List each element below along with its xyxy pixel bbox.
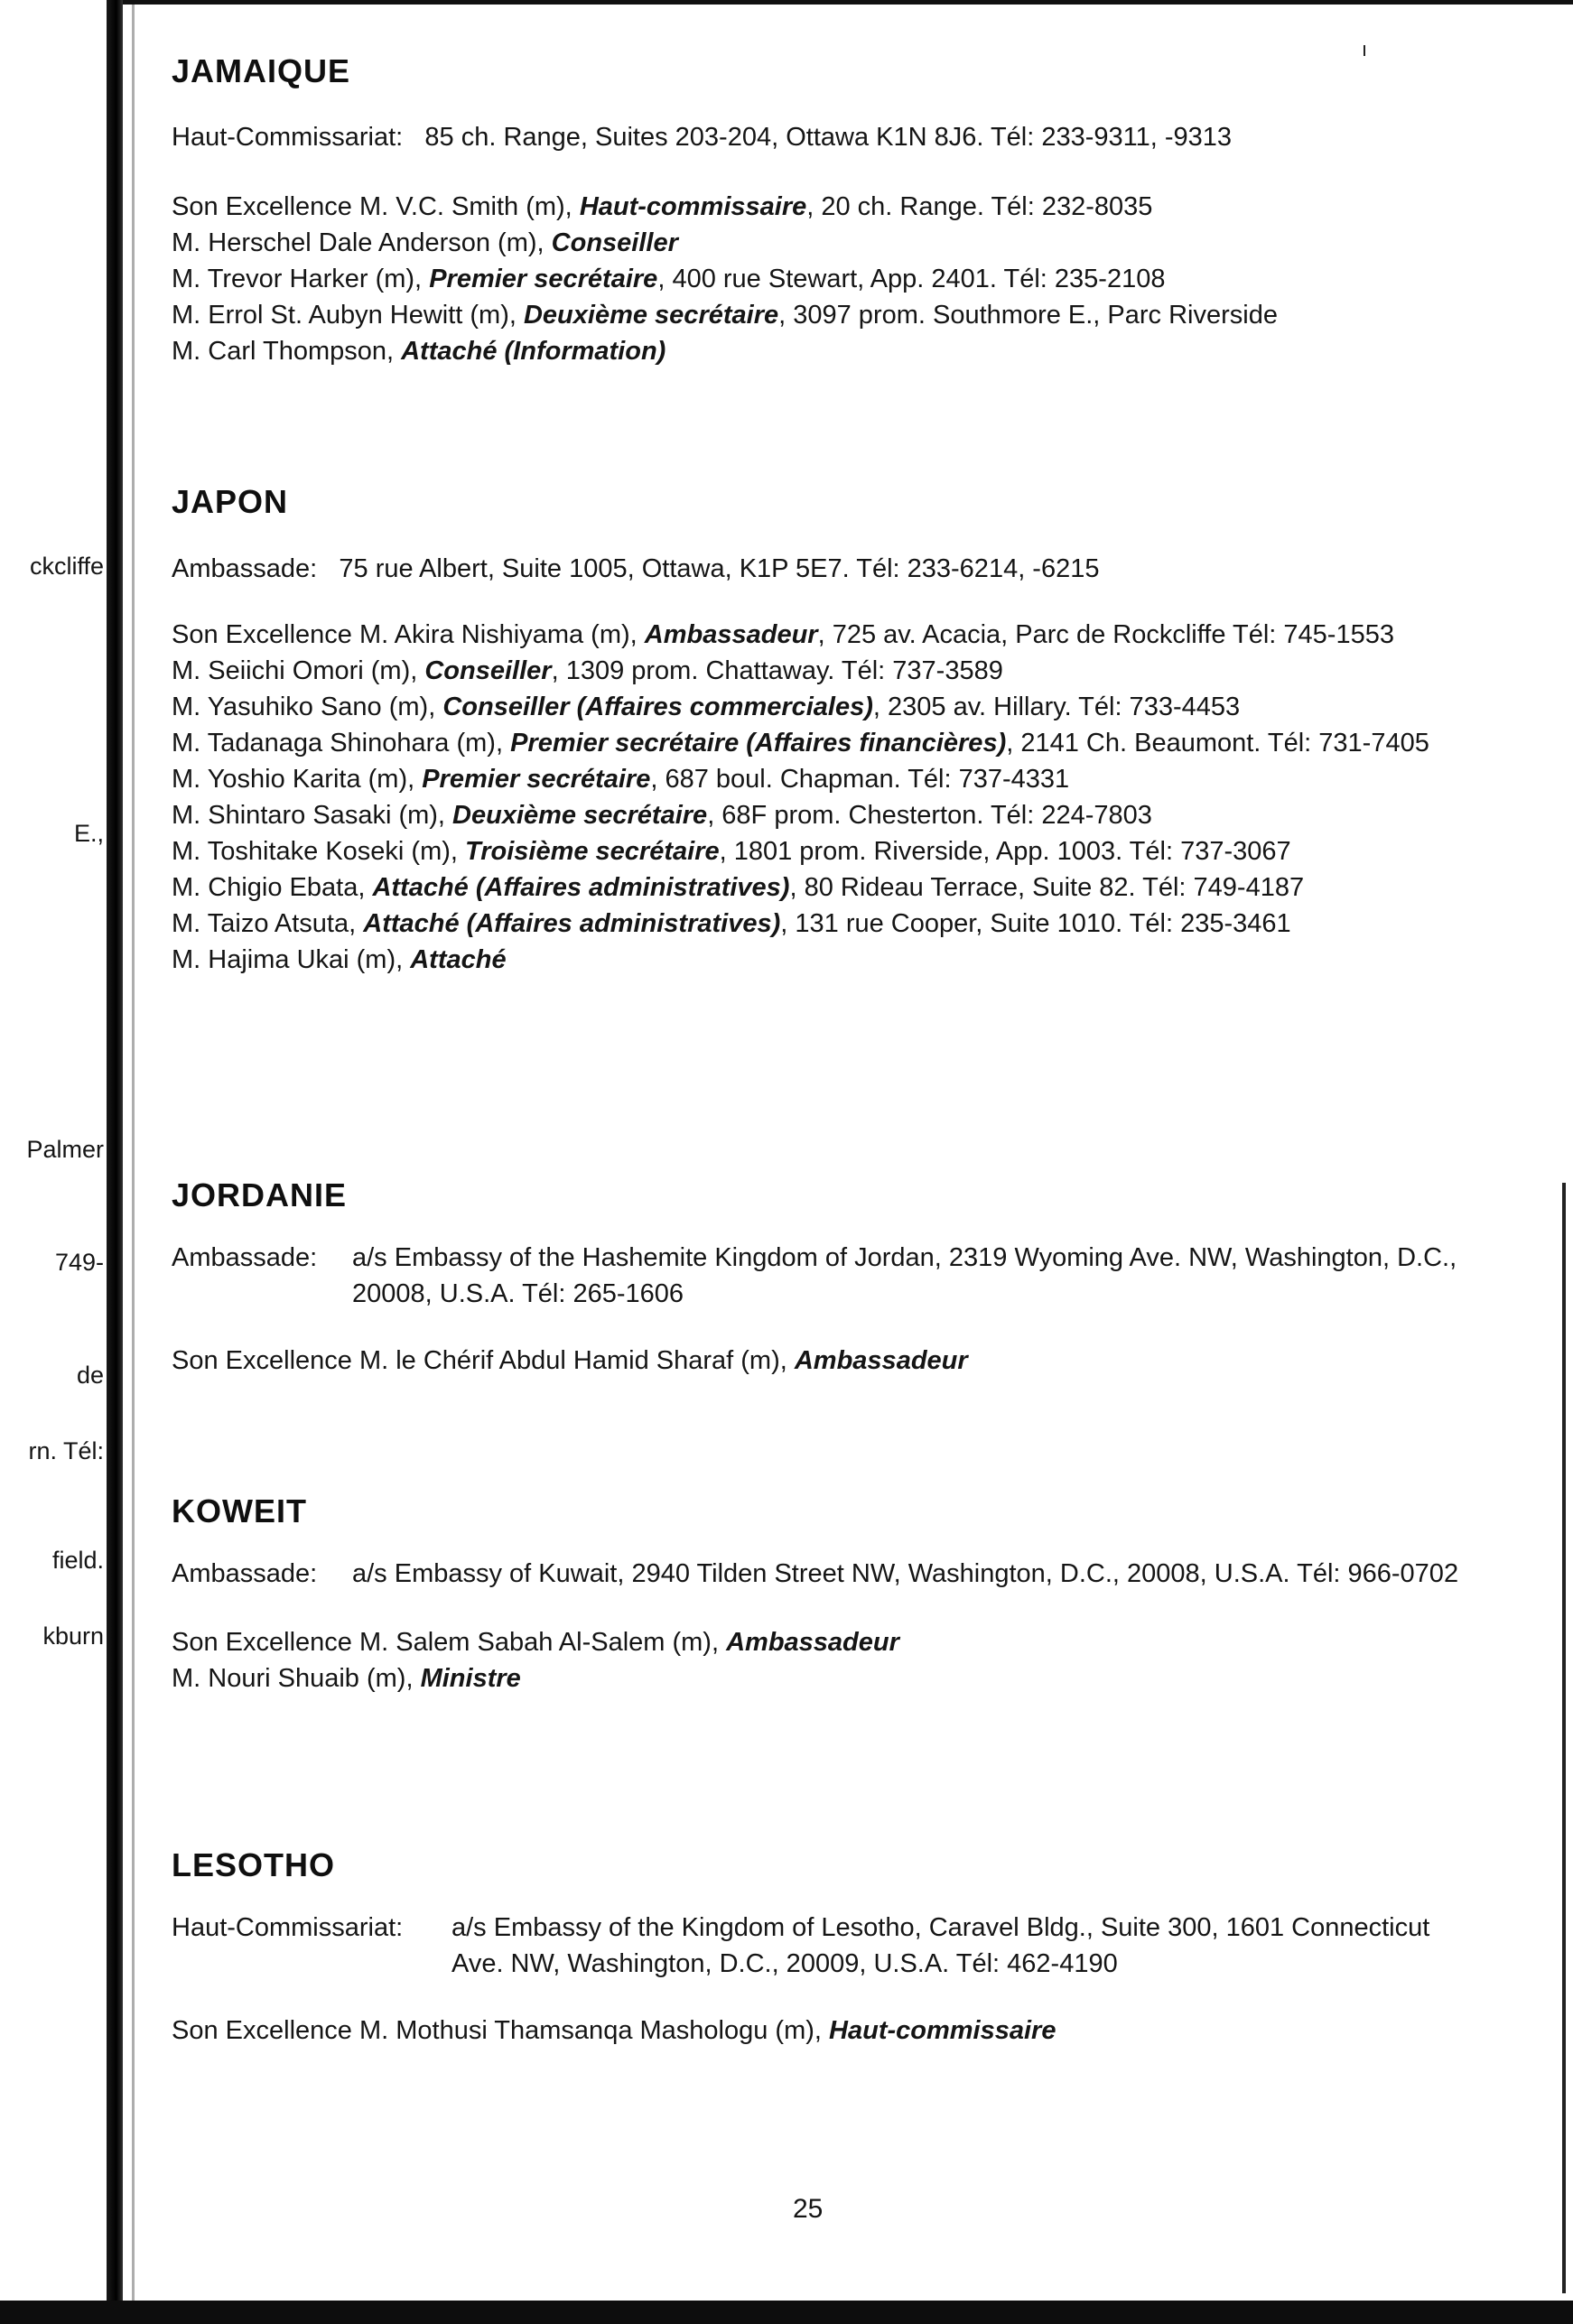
staff-entry <box>172 869 1544 906</box>
staff-entry <box>172 1660 1544 1697</box>
margin-fragment: kburn <box>42 1622 104 1650</box>
staff-name: M. Hajima Ukai (m), <box>172 945 404 974</box>
staff-title: Troisième secrétaire <box>465 837 720 866</box>
binding-shadow <box>132 0 135 2324</box>
staff-title: Deuxième secrétaire <box>523 301 779 330</box>
staff-name: M. Yoshio Karita (m), <box>172 765 415 794</box>
address-label: Ambassade: <box>172 554 318 583</box>
margin-fragment: E., <box>73 820 104 847</box>
country-heading: LESOTHO <box>172 1846 336 1883</box>
staff-title: Ambassadeur <box>794 1346 968 1375</box>
right-edge <box>1562 1183 1566 2293</box>
staff-title: Conseiller <box>551 228 678 257</box>
country-heading: KOWEIT <box>172 1492 307 1529</box>
staff-entry <box>172 833 1544 869</box>
address-text: a/s Embassy of the Kingdom of Lesotho, Caravel Bldg., Suite 300, 1601 Connecticut Ave. NW, Washington, D.C., 20009, U.S.A. Tél: 462-4190 <box>451 1913 1430 1978</box>
staff-entry <box>172 653 1544 689</box>
staff-title: Deuxième secrétaire <box>452 801 708 830</box>
staff-title: Premier secrétaire (Affaires financières) <box>510 729 1007 758</box>
staff-list <box>172 617 1544 978</box>
staff-details: , 68F prom. Chesterton. Tél: 224-7803 <box>707 801 1152 830</box>
country-heading: JAPON <box>172 483 289 520</box>
margin-fragment: de <box>76 1362 104 1389</box>
staff-title: Ambassadeur <box>726 1628 899 1657</box>
staff-entry <box>172 225 1544 261</box>
staff-title: Attaché (Information) <box>401 337 666 366</box>
address-text: a/s Embassy of Kuwait, 2940 Tilden Street NW, Washington, D.C., 20008, U.S.A. Tél: 966-0702 <box>352 1559 1459 1588</box>
country-heading: JORDANIE <box>172 1176 348 1213</box>
address-label: Haut-Commissariat: <box>172 1913 404 1942</box>
staff-list <box>172 189 1544 369</box>
staff-name: M. Toshitake Koseki (m), <box>172 837 458 866</box>
country-section-jordanie <box>172 1176 1544 1379</box>
staff-title: Conseiller (Affaires commerciales) <box>442 693 873 721</box>
margin-fragment: 749- <box>54 1249 104 1276</box>
staff-entry <box>172 797 1544 833</box>
staff-details: , 1801 prom. Riverside, App. 1003. Tél: 737-3067 <box>719 837 1291 866</box>
staff-entry <box>172 1343 1544 1379</box>
staff-details: , 3097 prom. Southmore E., Parc Riverside <box>778 301 1278 330</box>
margin-fragment: rn. Tél: <box>28 1437 104 1464</box>
address-block <box>172 119 1544 155</box>
staff-name: Son Excellence M. Akira Nishiyama (m), <box>172 620 638 649</box>
country-section-koweit <box>172 1492 1544 1697</box>
binding-edge <box>107 0 123 2324</box>
staff-details: , 687 boul. Chapman. Tél: 737-4331 <box>650 765 1070 794</box>
margin-fragment: ckcliffe <box>29 553 104 580</box>
staff-details: , 2141 Ch. Beaumont. Tél: 731-7405 <box>1006 729 1429 758</box>
staff-name: M. Chigio Ebata, <box>172 873 366 902</box>
staff-name: M. Shintaro Sasaki (m), <box>172 801 445 830</box>
staff-name: M. Trevor Harker (m), <box>172 265 423 293</box>
staff-entry <box>172 689 1544 725</box>
staff-title: Attaché (Affaires administratives) <box>372 873 790 902</box>
staff-entry <box>172 297 1544 333</box>
address-label: Haut-Commissariat: <box>172 123 404 152</box>
address-text: 85 ch. Range, Suites 203-204, Ottawa K1N 8J6. Tél: 233-9311, -9313 <box>424 123 1233 152</box>
staff-name: M. Errol St. Aubyn Hewitt (m), <box>172 301 517 330</box>
staff-list <box>172 1624 1544 1697</box>
staff-details: , 20 ch. Range. Tél: 232-8035 <box>806 192 1153 221</box>
staff-title: Ministre <box>420 1664 521 1693</box>
staff-name: M. Taizo Atsuta, <box>172 909 357 938</box>
top-edge <box>123 0 1573 5</box>
address-label: Ambassade: <box>172 1243 318 1272</box>
country-section-japon <box>172 483 1544 978</box>
staff-name: Son Excellence M. Salem Sabah Al-Salem (m), <box>172 1628 720 1657</box>
staff-name: M. Tadanaga Shinohara (m), <box>172 729 504 758</box>
staff-entry <box>172 333 1544 369</box>
address-text: a/s Embassy of the Hashemite Kingdom of Jordan, 2319 Wyoming Ave. NW, Washington, D.C., 20008, U.S.A. Tél: 265-1606 <box>352 1243 1457 1308</box>
staff-name: M. Seiichi Omori (m), <box>172 656 418 685</box>
staff-title: Conseiller <box>424 656 552 685</box>
margin-fragment: Palmer <box>26 1136 104 1163</box>
staff-list <box>172 2013 1544 2049</box>
staff-name: Son Excellence M. Mothusi Thamsanqa Mashologu (m), <box>172 2016 822 2045</box>
address-line <box>172 119 1544 155</box>
staff-title: Haut-commissaire <box>829 2016 1056 2045</box>
bottom-edge <box>0 2301 1573 2324</box>
staff-name: M. Carl Thompson, <box>172 337 395 366</box>
staff-list <box>172 1343 1544 1379</box>
margin-fragment: field. <box>51 1547 104 1574</box>
staff-title: Attaché <box>410 945 507 974</box>
address-block <box>172 551 1544 587</box>
staff-entry <box>172 617 1544 653</box>
staff-name: M. Yasuhiko Sano (m), <box>172 693 436 721</box>
address-block <box>172 1240 1544 1312</box>
address-text: 75 rue Albert, Suite 1005, Ottawa, K1P 5E7. Tél: 233-6214, -6215 <box>339 554 1100 583</box>
staff-title: Haut-commissaire <box>579 192 807 221</box>
staff-entry <box>172 942 1544 978</box>
staff-details: , 80 Rideau Terrace, Suite 82. Tél: 749-4187 <box>789 873 1305 902</box>
page-number: 25 <box>793 2194 824 2224</box>
staff-title: Premier secrétaire <box>429 265 658 293</box>
staff-entry <box>172 1624 1544 1660</box>
country-heading: JAMAIQUE <box>172 52 351 89</box>
staff-details: , 1309 prom. Chattaway. Tél: 737-3589 <box>551 656 1003 685</box>
staff-name: M. Nouri Shuaib (m), <box>172 1664 414 1693</box>
staff-title: Attaché (Affaires administratives) <box>363 909 781 938</box>
country-section-jamaique <box>172 52 1544 369</box>
address-line <box>172 551 1544 587</box>
address-block <box>172 1910 1544 1982</box>
address-block <box>172 1556 1544 1592</box>
staff-name: Son Excellence M. le Chérif Abdul Hamid Sharaf (m), <box>172 1346 787 1375</box>
staff-details: , 131 rue Cooper, Suite 1010. Tél: 235-3461 <box>780 909 1291 938</box>
staff-title: Premier secrétaire <box>422 765 651 794</box>
staff-entry <box>172 761 1544 797</box>
staff-name: Son Excellence M. V.C. Smith (m), <box>172 192 572 221</box>
country-section-lesotho <box>172 1846 1544 2049</box>
staff-entry <box>172 261 1544 297</box>
staff-entry <box>172 725 1544 761</box>
staff-name: M. Herschel Dale Anderson (m), <box>172 228 544 257</box>
staff-entry <box>172 2013 1544 2049</box>
staff-details: , 725 av. Acacia, Parc de Rockcliffe Tél: 745-1553 <box>817 620 1394 649</box>
staff-details: , 2305 av. Hillary. Tél: 733-4453 <box>872 693 1241 721</box>
staff-details: , 400 rue Stewart, App. 2401. Tél: 235-2108 <box>657 265 1166 293</box>
staff-title: Ambassadeur <box>644 620 818 649</box>
address-label: Ambassade: <box>172 1559 318 1588</box>
staff-entry <box>172 906 1544 942</box>
staff-entry <box>172 189 1544 225</box>
